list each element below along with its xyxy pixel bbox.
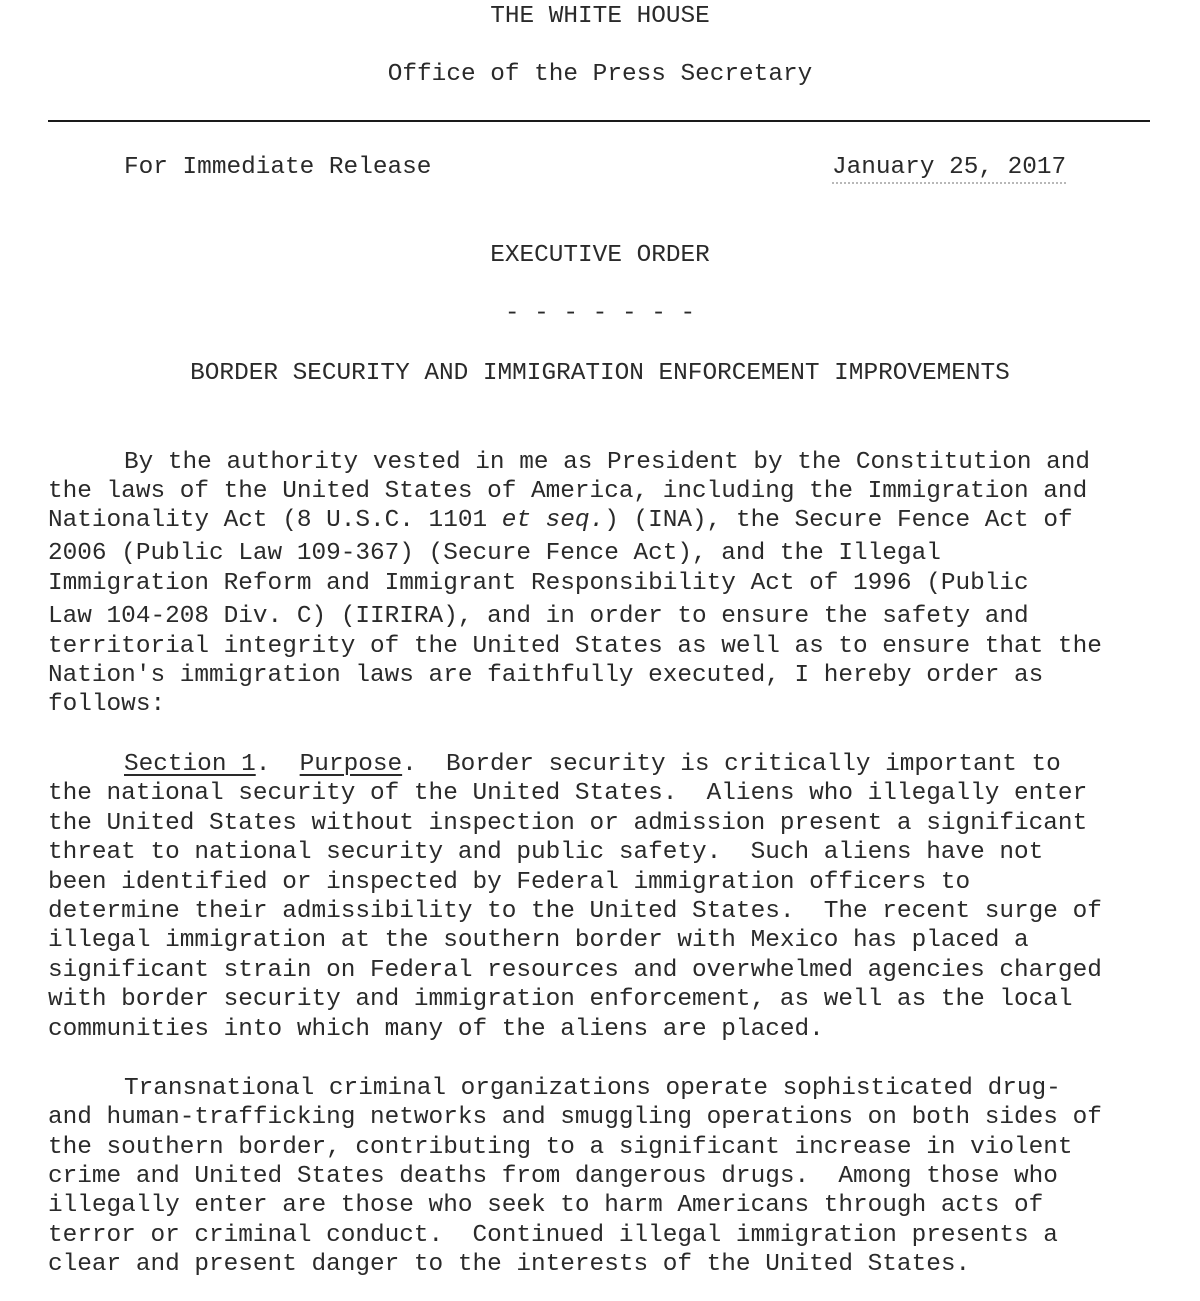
paragraph-line: with border security and immigration enforcement, as well as the local: [48, 986, 1073, 1013]
paragraph-line: crime and United States deaths from dangerous drugs. Among those who: [48, 1163, 1058, 1190]
paragraph-line: Immigration Reform and Immigrant Responsibility Act of 1996 (Public: [48, 570, 1029, 597]
paragraph-line: determine their admissibility to the United States. The recent surge of: [48, 898, 1102, 925]
paragraph-line: follows:: [48, 691, 166, 718]
paragraph-line: illegal immigration at the southern border with Mexico has placed a: [48, 927, 1029, 954]
white-house-heading: THE WHITE HOUSE: [490, 3, 710, 30]
document-type: EXECUTIVE ORDER: [490, 242, 710, 269]
paragraph-line: Transnational criminal organizations operate sophisticated drug-: [124, 1075, 1061, 1102]
paragraph-line: 2006 (Public Law 109-367) (Secure Fence Act), and the Illegal: [48, 540, 941, 567]
paragraph-line: the national security of the United States. Aliens who illegally enter: [48, 780, 1088, 807]
order-title: BORDER SECURITY AND IMMIGRATION ENFORCEMENT IMPROVEMENTS: [190, 360, 1010, 387]
paragraph-line: terror or criminal conduct. Continued illegal immigration presents a: [48, 1222, 1058, 1249]
section-title: Purpose: [299, 751, 403, 778]
paragraph-line: illegally enter are those who seek to harm Americans through acts of: [48, 1192, 1044, 1219]
paragraph-line: communities into which many of the aliens are placed.: [48, 1016, 824, 1043]
paragraph-line: Law 104-208 Div. C) (IIRIRA), and in order to ensure the safety and: [48, 603, 1029, 630]
separator-dashes: - - - - - - -: [504, 300, 696, 327]
paragraph-line: By the authority vested in me as President by the Constitution and: [124, 449, 1091, 476]
paragraph-line: significant strain on Federal resources and overwhelmed agencies charged: [48, 957, 1102, 984]
paragraph-line: been identified or inspected by Federal immigration officers to: [48, 869, 971, 896]
paragraph-line: and human-trafficking networks and smuggling operations on both sides of: [48, 1104, 1102, 1131]
release-date: January 25, 2017: [832, 154, 1066, 182]
press-office-heading: Office of the Press Secretary: [387, 61, 813, 88]
release-label: For Immediate Release: [124, 154, 432, 181]
paragraph-line: Nation's immigration laws are faithfully executed, I hereby order as: [48, 662, 1044, 689]
paragraph-line: clear and present danger to the interests of the United States.: [48, 1251, 971, 1278]
header-divider: [48, 120, 1150, 122]
paragraph-line: territorial integrity of the United States as well as to ensure that the: [48, 633, 1102, 660]
paragraph-line: the United States without inspection or admission present a significant: [48, 810, 1088, 837]
paragraph-line: Nationality Act (8 U.S.C. 1101 et seq.) (INA), the Secure Fence Act of: [48, 507, 1073, 534]
section-number: Section 1: [124, 751, 256, 778]
section-heading-line: Section 1. Purpose. Border security is critically important to: [124, 751, 1061, 778]
paragraph-line: the southern border, contributing to a significant increase in violent: [48, 1134, 1073, 1161]
paragraph-line: threat to national security and public safety. Such aliens have not: [48, 839, 1044, 866]
paragraph-line: the laws of the United States of America, including the Immigration and: [48, 478, 1088, 505]
